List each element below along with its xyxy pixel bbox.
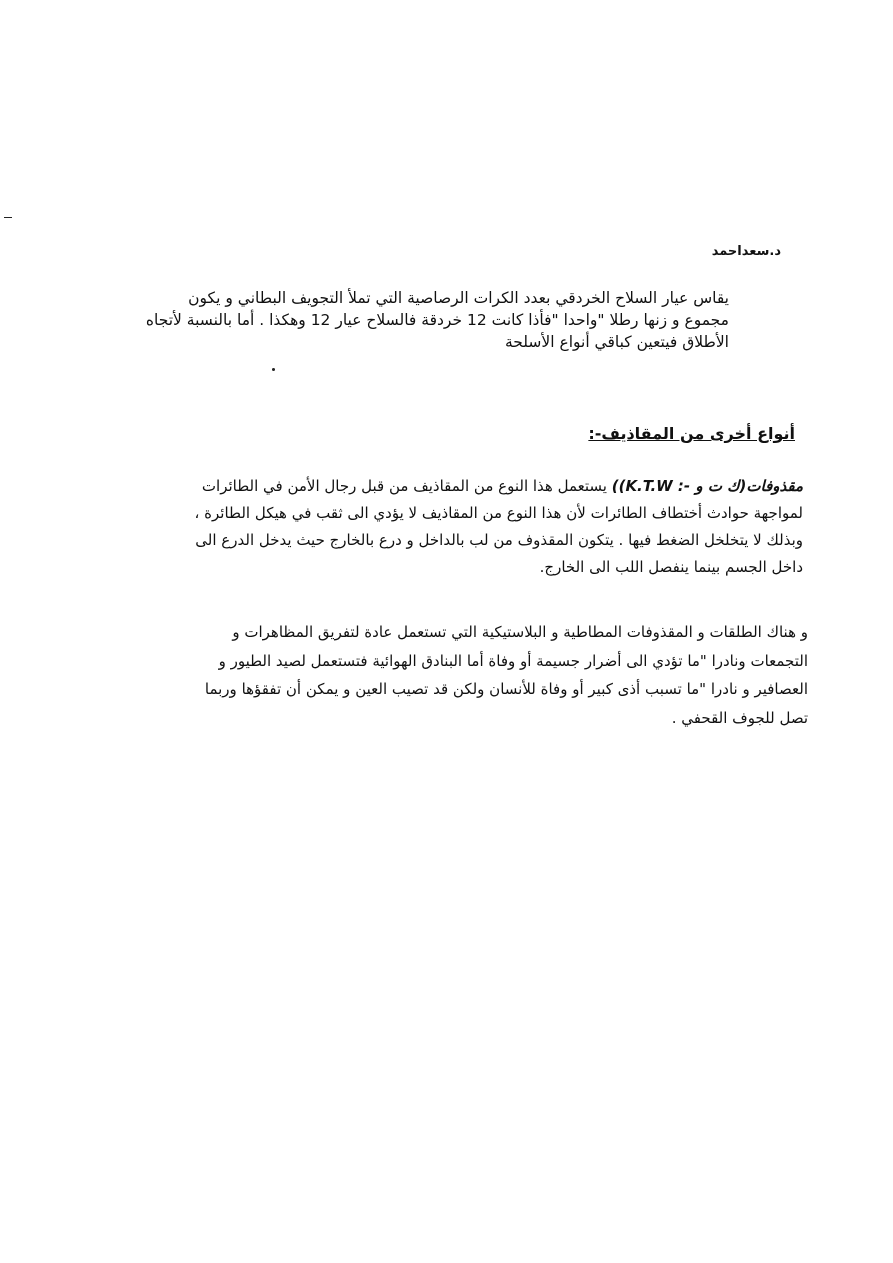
intro-line: يقاس عيار السلاح الخردقي بعدد الكرات الرصاصية التي تملأ التجويف البطاني و يكون — [188, 289, 729, 307]
paragraph-line-text: يستعمل هذا النوع من المقاذيف من قبل رجال الأمن في الطائرات — [201, 477, 612, 495]
ktw-paragraph — [73, 473, 803, 581]
ktw-term: مقذوفات(ك ت و -: K.T.W)) — [611, 477, 803, 495]
author-name: د.سعداحمد — [711, 244, 781, 259]
paragraph-line: التجمعات ونادرا "ما تؤدي الى أضرار جسيمة أو وفاة أما البنادق الهوائية فتستعمل لصيد الطيور و — [218, 651, 808, 670]
paragraph-line: العصافير و نادرا "ما تسبب أذى كبير أو وفاة للأنسان ولكن قد تصيب العين و يمكن أن تفقؤها وربما — [204, 680, 808, 698]
intro-line: الأطلاق فيتعين كباقي أنواع الأسلحة — [504, 333, 729, 351]
margin-mark — [4, 217, 12, 218]
stray-dot — [272, 368, 275, 371]
paragraph-line: داخل الجسم بينما ينفصل اللب الى الخارج. — [539, 558, 803, 576]
paragraph-line: وبذلك لا يتخلخل الضغط فيها . يتكون المقذوف من لب بالداخل و درع بالخارج حيث يدخل الدرع الى — [195, 531, 803, 549]
paragraph-line: و هناك الطلقات و المقذوفات المطاطية و البلاستيكية التي تستعمل عادة لتفريق المظاهرات و — [232, 623, 808, 641]
paragraph-line: لمواجهة حوادث أختطاف الطائرات لأن هذا النوع من المقاذيف لا يؤدي الى ثقب في هيكل الطائرة ، — [194, 504, 803, 522]
section-heading: أنواع أخرى من المقاذيف-: — [588, 424, 795, 443]
paragraph-line: تصل للجوف القحفي . — [671, 708, 808, 727]
intro-paragraph — [89, 287, 729, 353]
paragraph-line — [73, 473, 803, 500]
rubber-bullets-paragraph — [68, 618, 808, 732]
intro-line: مجموع و زنها رطلا "واحدا "فأذا كانت 12 خردقة فالسلاح عيار 12 وهكذا . أما بالنسبة لأتجاه — [145, 311, 729, 329]
